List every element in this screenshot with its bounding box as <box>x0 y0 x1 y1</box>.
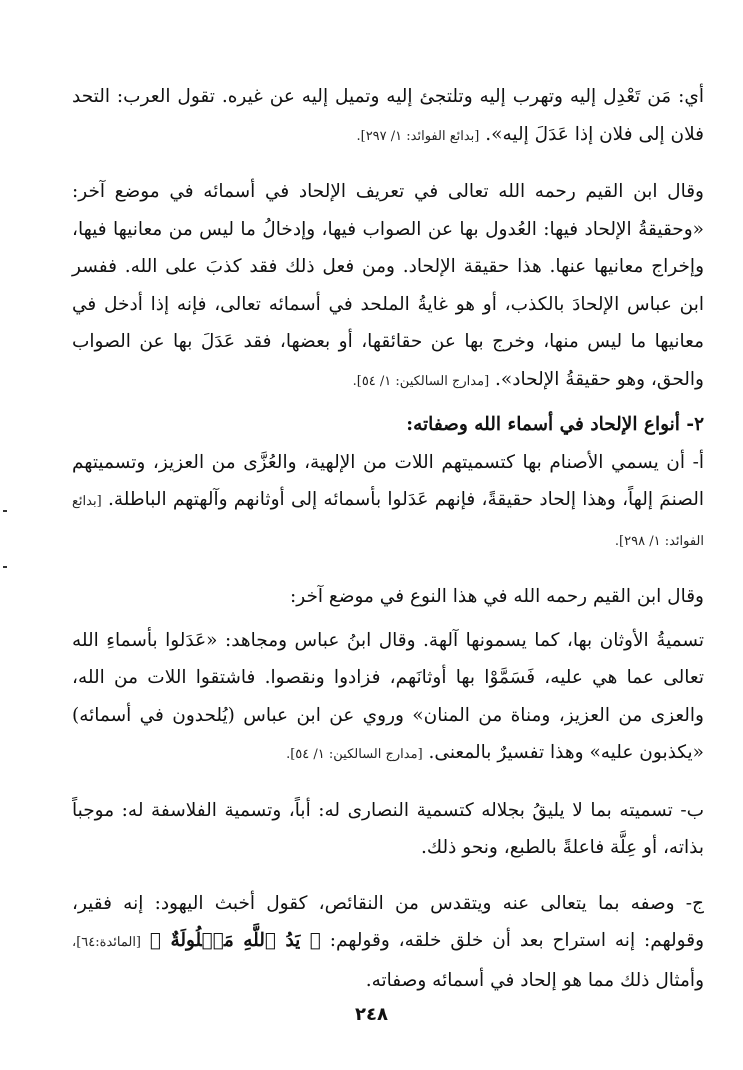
paragraph-ibn-qayyim-quote <box>72 173 704 400</box>
margin-mark <box>3 510 7 512</box>
citation: [بدائع الفوائد: ١/ ٢٩٨]. <box>72 494 704 549</box>
list-item <box>72 444 704 561</box>
list-item <box>72 578 704 616</box>
citation: [المائدة:٦٤]، <box>72 935 142 950</box>
list-item <box>72 622 704 774</box>
quran-verse: ﴿ يَدُ ٱللَّهِ مَغۡلُولَةٌ ﴾ <box>149 930 321 951</box>
item-text-tail: وأمثال ذلك مما هو إلحاد في أسمائه وصفاته. <box>365 969 704 991</box>
page-number: ٢٤٨ <box>355 1004 388 1025</box>
item-text: ج- وصفه بما يتعالى عنه ويتقدس من النقائص، كقول أخبث اليهود: إنه فقير، وقولهم: إنه استراح بعد أن خلق خلقه، وقولهم: <box>72 892 705 951</box>
page-content <box>72 78 704 1017</box>
item-text: تسميةُ الأوثان بها، كما يسمونها آلهة. وقال ابنُ عباس ومجاهد: «عَدَلوا بأسماءِ الله تعالى عما هي عليه، فَسَمَّوْا بها أوثانَهم، فزادوا ونقصوا. فاشتقوا اللات من الله، والعزى من العزيز، ومناة من المنان» وروي عن ابن عباس (يُلحدون في أسمائه) «يكذبون عليه» وهذا تفسيرٌ بالمعنى. <box>72 629 704 763</box>
citation: [بدائع الفوائد: ١/ ٢٩٧]. <box>356 128 480 144</box>
list-item <box>72 792 704 867</box>
citation: [مدارج السالكين: ١/ ٥٤]. <box>286 747 423 762</box>
list-item <box>72 885 704 1000</box>
item-text: ب- تسميته بما لا يليقُ بجلاله كتسمية النصارى له: أباً، وتسمية الفلاسفة له: موجباً بذاته، أو عِلَّة فاعلةً بالطبع، ونحو ذلك. <box>72 799 704 858</box>
paragraph-definition <box>72 78 704 155</box>
item-text: أ- أن يسمي الأصنام بها كتسميتهم اللات من الإلهية، والعُزَّى من العزيز، وتسميتهم الصنمَ إلهاً، وهذا إلحاد حقيقةً، فإنهم عَدَلوا بأسمائه إلى أوثانهم وآلهتهم الباطلة. <box>72 451 704 510</box>
margin-mark <box>3 566 7 568</box>
paragraph-text: وقال ابن القيم رحمه الله تعالى في تعريف الإلحاد في أسمائه في موضع آخر: «وحقيقةُ الإلحاد فيها: العُدول بها عن الصواب فيها، وإدخالُ ما ليس من معانيها فيها، وإخراج معانيها عنها. هذا حقيقة الإلحاد. ومن فعل ذلك فقد كذبَ على الله. ففسر ابن عباس الإلحادَ بالكذب، أو هو غايةُ الملحد في أسمائه تعالى، فإنه إذا أدخل في معانيها ما ليس منها، وخرج بها عن حقائقها، أو بعضها، فقد عَدَلَ بها عن الصواب والحق، وهو حقيقةُ الإلحاد». <box>72 181 704 390</box>
section-heading: ٢- أنواع الإلحاد في أسماء الله وصفاته: <box>406 414 704 435</box>
citation: [مدارج السالكين: ١/ ٥٤]. <box>352 373 490 389</box>
paragraph-text: أي: مَن تَعْدِل إليه وتهرب إليه وتلتجئ إليه وتميل إليه عن غيره. تقول العرب: التحد فلان إلى فلان إذا عَدَلَ إليه». <box>72 86 704 145</box>
item-text: وقال ابن القيم رحمه الله في هذا النوع في موضع آخر: <box>290 586 704 607</box>
